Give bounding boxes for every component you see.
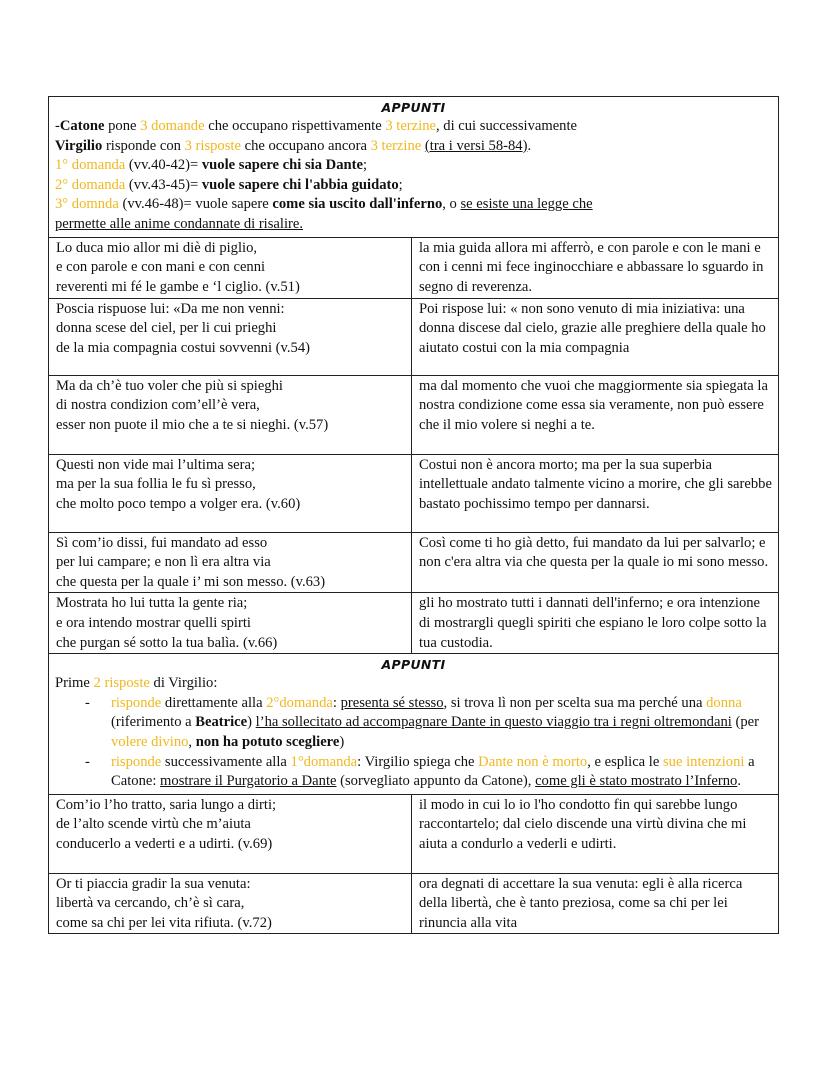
verse-row bbox=[49, 593, 779, 654]
notes-section-1 bbox=[49, 97, 779, 238]
notes-table bbox=[48, 96, 779, 934]
verse-row bbox=[49, 454, 779, 532]
beatrice-name: Beatrice bbox=[195, 714, 248, 731]
verse-row bbox=[49, 298, 779, 375]
verse-paraphrase: ma dal momento che vuoi che maggiormente sia spiegata la nostra condizione come essa sia veramente, non può essere che il mio volere si neghi a te. bbox=[412, 375, 779, 454]
verse-original: Com’io l’ho tratto, saria lungo a dirti; de l’alto scende virtù che m’aiuta conducerlo a vederti e a udirti. (v.69) bbox=[49, 794, 412, 873]
underlined-text: se esiste una legge che bbox=[460, 196, 593, 213]
verse-original: Lo duca mio allor mi diè di piglio, e con parole e con mani e con cenni reverenti mi fé le gambe e ‘l ciglio. (v.51) bbox=[49, 237, 412, 298]
notes-line bbox=[55, 215, 772, 235]
verse-row bbox=[49, 794, 779, 873]
verse-original: Sì com’io dissi, fui mandato ad esso per lui campare; e non lì era altra via che questa per la quale i’ mi son messo. (v.63) bbox=[49, 532, 412, 593]
verse-row bbox=[49, 237, 779, 298]
virgilio-name: Virgilio bbox=[55, 137, 103, 154]
section-heading: APPUNTI bbox=[381, 100, 446, 115]
highlight-text: 2° domanda bbox=[55, 176, 126, 193]
highlight-text: 3 terzine bbox=[370, 137, 422, 154]
highlight-text: 2 risposte bbox=[93, 675, 150, 692]
answers-list bbox=[85, 694, 772, 792]
highlight-text: 3 risposte bbox=[184, 137, 241, 154]
list-item: - risponde direttamente alla 2°domanda: presenta sé stesso, si trova lì non per scelta sua ma perché una donna (riferimento a Beatrice) l’ha sollecitato ad accompagnare Dante in questo viaggio tra i regni oltremondani (per volere divino, non ha potuto scegliere) bbox=[85, 694, 772, 753]
list-item: - risponde successivamente alla 1°domanda: Virgilio spiega che Dante non è morto, e esplica le sue intenzioni a Catone: mostrare il Purgatorio a Dante (sorvegliato appunto da Catone), come gli è stato mostrato l’Inferno. bbox=[85, 753, 772, 792]
verse-paraphrase: ora degnati di accettare la sua venuta: egli è alla ricerca della libertà, che è tanto preziosa, come sa chi per lei rinuncia alla vita bbox=[412, 873, 779, 934]
verse-paraphrase: gli ho mostrato tutti i dannati dell'inferno; e ora intenzione di mostrargli quegli spiriti che espiano le loro colpe sotto la tua custodia. bbox=[412, 593, 779, 654]
notes-section-2 bbox=[49, 654, 779, 795]
notes-intro: Prime 2 risposte di Virgilio: bbox=[55, 675, 218, 692]
notes-line: Virgilio risponde con 3 risposte che occupano ancora 3 terzine (tra i versi 58-84). bbox=[55, 137, 532, 154]
verse-row bbox=[49, 532, 779, 593]
verse-paraphrase: Poi rispose lui: « non sono venuto di mia iniziativa: una donna discese dal cielo, grazie alle preghiere della quale ho aiutato costui con la mia compagnia bbox=[412, 298, 779, 375]
verse-paraphrase: Così come ti ho già detto, fui mandato da lui per salvarlo; e non c'era altra via che questa per la quale io mi sono messo. bbox=[412, 532, 779, 593]
verse-original: Or ti piaccia gradir la sua venuta: libertà va cercando, ch’è sì cara, come sa chi per lei vita rifiuta. (v.72) bbox=[49, 873, 412, 934]
underlined-text: permette alle anime condannate di risalire. bbox=[55, 215, 303, 232]
verse-original: Questi non vide mai l’ultima sera; ma per la sua follia le fu sì presso, che molto poco tempo a volger era. (v.60) bbox=[49, 454, 412, 532]
verse-paraphrase: la mia guida allora mi afferrò, e con parole e con le mani e con i cenni mi fece inginocchiare e abbassare lo sguardo in segno di reverenza. bbox=[412, 237, 779, 298]
verse-row bbox=[49, 873, 779, 934]
catone-name: Catone bbox=[59, 118, 105, 134]
question-2: 2° domanda (vv.43-45)= vuole sapere chi l'abbia guidato; bbox=[55, 176, 403, 193]
verse-original: Mostrata ho lui tutta la gente ria; e ora intendo mostrar quelli spirti che purgan sé sotto la tua balìa. (v.66) bbox=[49, 593, 412, 654]
verse-paraphrase: Costui non è ancora morto; ma per la sua superbia intellettuale andato talmente vicino a morire, che gli sarebbe bastato pochissimo tempo per dannarsi. bbox=[412, 454, 779, 532]
highlight-text: 1° domanda bbox=[55, 157, 126, 174]
highlight-text: 3 domande bbox=[140, 118, 205, 134]
question-1: 1° domanda (vv.40-42)= vuole sapere chi sia Dante; bbox=[55, 157, 368, 174]
highlight-text: 3° domnda bbox=[55, 196, 119, 213]
notes-page bbox=[48, 96, 779, 934]
notes-line: -Catone pone 3 domande che occupano rispettivamente 3 terzine, di cui successivamente bbox=[55, 118, 578, 134]
section-heading: APPUNTI bbox=[381, 657, 446, 673]
verse-paraphrase: il modo in cui lo io l'ho condotto fin qui sarebbe lungo raccontartelo; dal cielo discende una virtù divina che mi aiuta a condurlo a vederli e udirti. bbox=[412, 794, 779, 873]
verse-original: Poscia rispuose lui: «Da me non venni: donna scese del ciel, per li cui prieghi de la mia compagnia costui sovvenni (v.54) bbox=[49, 298, 412, 375]
verse-row bbox=[49, 375, 779, 454]
highlight-text: 3 terzine bbox=[385, 118, 436, 134]
question-3: 3° domnda (vv.46-48)= vuole sapere come sia uscito dall'inferno, o se esiste una legge che bbox=[55, 196, 593, 213]
verse-original: Ma da ch’è tuo voler che più si spieghi di nostra condizion com’ell’è vera, esser non puote il mio che a te si nieghi. (v.57) bbox=[49, 375, 412, 454]
underlined-text: (tra i versi 58-84) bbox=[424, 137, 528, 154]
